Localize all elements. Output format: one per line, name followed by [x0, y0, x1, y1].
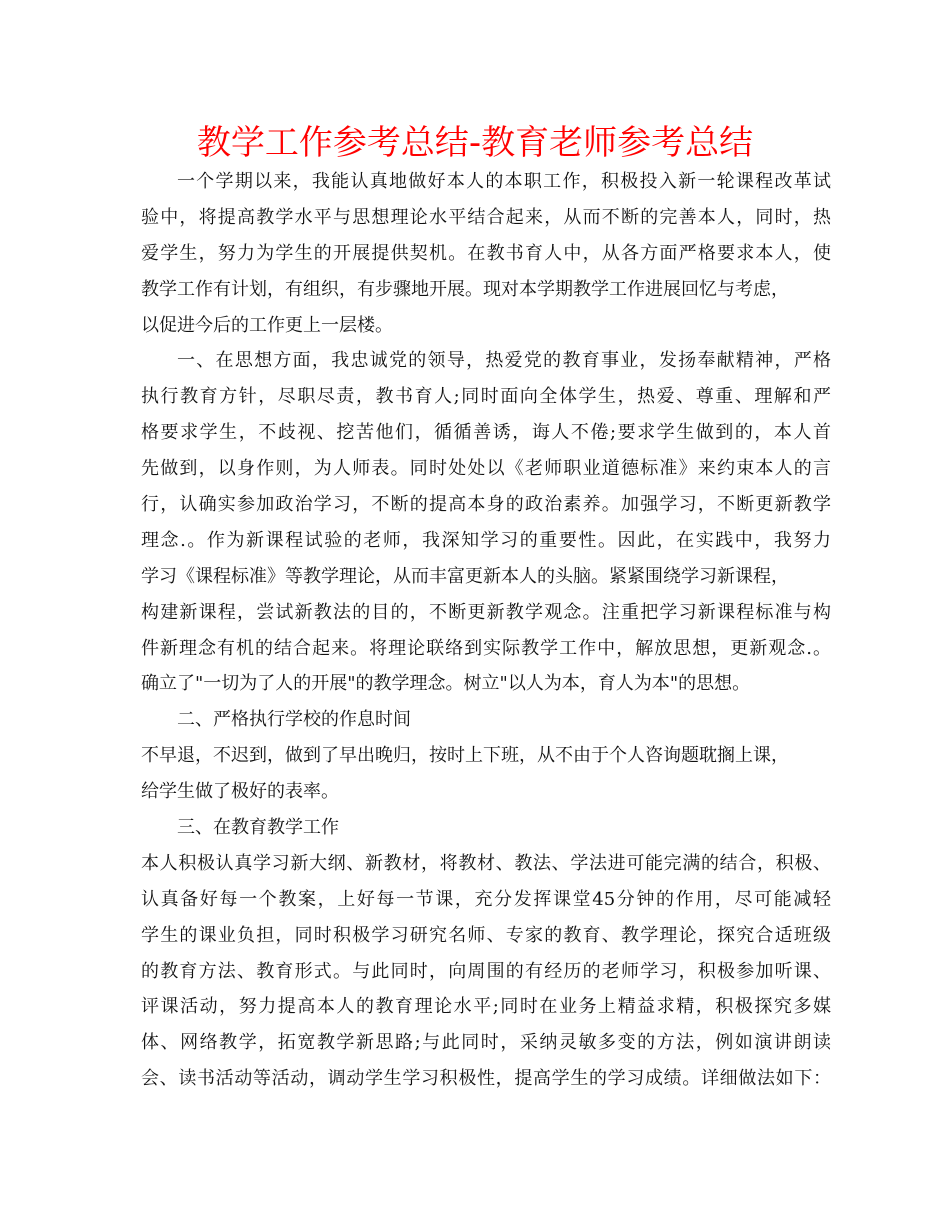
text-line: 构建新课程，尝试新教法的目的，不断更新教学观念。注重把学习新课程标准与构 — [141, 601, 831, 623]
paragraph-intro — [141, 164, 831, 343]
text-line: 件新理念有机的结合起来。将理论联络到实际教学工作中，解放思想，更新观念.。 — [141, 637, 831, 659]
text-line: 学生的课业负担，同时积极学习研究名师、专家的教育、教学理论，探究合适班级 — [141, 924, 831, 946]
section-heading-schedule — [141, 702, 831, 738]
section-heading-teaching — [141, 810, 831, 846]
text-line: 爱学生，努力为学生的开展提供契机。在教书育人中，从各方面严格要求本人，使 — [141, 242, 831, 264]
document-title: 教学工作参考总结-教育老师参考总结 — [196, 123, 754, 163]
text-line: 验中，将提高教学水平与思想理论水平结合起来，从而不断的完善本人，同时，热 — [141, 206, 831, 228]
text-line: 以促进今后的工作更上一层楼。 — [141, 314, 393, 336]
document-body — [141, 164, 831, 1097]
text-line: 三、在教育教学工作 — [177, 817, 339, 839]
text-line: 行，认确实参加政治学习，不断的提高本身的政治素养。加强学习，不断更新教学 — [141, 494, 831, 516]
text-line: 学习《课程标准》等教学理论，从而丰富更新本人的头脑。紧紧围绕学习新课程， — [141, 565, 789, 587]
text-line: 一、在思想方面，我忠诚党的领导，热爱党的教育事业，发扬奉献精神，严格 — [177, 350, 831, 372]
text-line: 格要求学生，不歧视、挖苦他们，循循善诱，诲人不倦;要求学生做到的，本人首 — [141, 422, 831, 444]
paragraph-ideology — [141, 343, 831, 702]
text-line: 给学生做了极好的表率。 — [141, 781, 339, 803]
text-line: 认真备好每一个教案，上好每一节课，充分发挥课堂45分钟的作用，尽可能减轻 — [141, 888, 831, 910]
paragraph-schedule — [141, 738, 831, 810]
text-line: 二、严格执行学校的作息时间 — [177, 709, 411, 731]
paragraph-teaching — [141, 846, 831, 1097]
text-line: 确立了"一切为了人的开展"的教学理念。树立"以人为本，育人为本"的思想。 — [141, 673, 751, 695]
text-line: 本人积极认真学习新大纲、新教材，将教材、教法、学法进可能完满的结合，积极、 — [141, 852, 831, 874]
text-line: 教学工作有计划，有组织，有步骤地开展。现对本学期教学工作进展回忆与考虑， — [141, 278, 789, 300]
text-line: 体、网络教学，拓宽教学新思路;与此同时，采纳灵敏多变的方法，例如演讲朗读 — [141, 1032, 831, 1054]
text-line: 不早退，不迟到，做到了早出晚归，按时上下班，从不由于个人咨询题耽搁上课， — [141, 745, 789, 767]
text-line: 理念.。作为新课程试验的老师，我深知学习的重要性。因此，在实践中，我努力 — [141, 529, 831, 551]
text-line: 会、读书活动等活动，调动学生学习积极性，提高学生的学习成绩。详细做法如下： — [141, 1068, 831, 1090]
text-line: 一个学期以来，我能认真地做好本人的本职工作，积极投入新一轮课程改革试 — [177, 171, 831, 192]
text-line: 执行教育方针，尽职尽责，教书育人;同时面向全体学生，热爱、尊重、理解和严 — [141, 386, 831, 408]
text-line: 的教育方法、教育形式。与此同时，向周围的有经历的老师学习，积极参加听课、 — [141, 960, 831, 982]
text-line: 先做到，以身作则，为人师表。同时处处以《老师职业道德标准》来约束本人的言 — [141, 458, 831, 480]
text-line: 评课活动，努力提高本人的教育理论水平;同时在业务上精益求精，积极探究多媒 — [141, 996, 831, 1018]
